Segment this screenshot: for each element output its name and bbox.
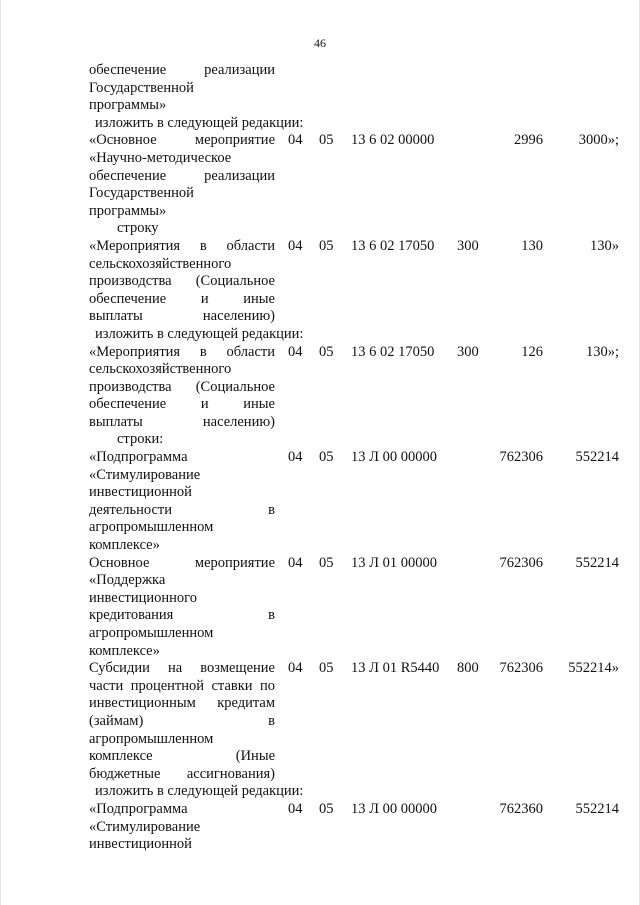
amount-year-2: 130» — [590, 237, 619, 254]
subsection-code: 05 — [319, 132, 334, 149]
amount-year-2: 3000»; — [578, 132, 619, 149]
row-description: «Мероприятия в области сельскохозяйственного производства (Социальное обеспечение и иные выплаты населению) — [89, 237, 275, 325]
table-row — [89, 449, 619, 555]
amendment-instruction: строки: — [117, 431, 164, 448]
table-row — [89, 660, 619, 783]
amount-year-1: 762306 — [499, 449, 543, 466]
amount-year-2: 552214» — [568, 660, 619, 677]
section-code: 04 — [288, 132, 303, 149]
row-description: «Подпрограмма «Стимулирование инвестиционной — [89, 800, 201, 853]
section-code: 04 — [288, 554, 303, 571]
subsection-code: 05 — [319, 343, 334, 360]
table-row — [89, 555, 619, 661]
table-row — [89, 344, 619, 432]
amount-year-2: 552214 — [575, 800, 619, 817]
amendment-instruction: изложить в следующей редакции: — [95, 325, 304, 342]
target-article-code: 13 6 02 17050 — [351, 343, 435, 360]
amount-year-1: 2996 — [514, 132, 543, 149]
target-article-code: 13 Л 01 00000 — [351, 554, 437, 571]
subsection-code: 05 — [319, 237, 334, 254]
amendment-instruction: изложить в следующей редакции: — [95, 783, 304, 800]
amount-year-2: 552214 — [575, 449, 619, 466]
table-row — [89, 132, 619, 220]
section-code: 04 — [288, 449, 303, 466]
target-article-code: 13 Л 00 00000 — [351, 800, 437, 817]
expense-type-code: 800 — [457, 660, 479, 677]
target-article-code: 13 Л 00 00000 — [351, 449, 437, 466]
amount-year-2: 552214 — [575, 554, 619, 571]
subsection-code: 05 — [319, 554, 334, 571]
amount-year-1: 130 — [521, 237, 543, 254]
row-description: обеспечение реализации Государственной программы» — [89, 62, 275, 114]
target-article-code: 13 Л 01 R5440 — [351, 660, 440, 677]
row-description: Основное мероприятие «Поддержка инвестиционного кредитования в агропромышленном комплексе» — [89, 554, 275, 659]
row-description: «Подпрограмма «Стимулирование инвестиционной деятельности в агропромышленном комплексе» — [89, 449, 275, 554]
amount-year-1: 762360 — [499, 800, 543, 817]
section-code: 04 — [288, 660, 303, 677]
table-row — [89, 62, 619, 115]
target-article-code: 13 6 02 00000 — [351, 132, 435, 149]
amount-year-1: 126 — [521, 343, 543, 360]
amendment-instruction: изложить в следующей редакции: — [95, 114, 304, 131]
target-article-code: 13 6 02 17050 — [351, 237, 435, 254]
table-row — [89, 801, 619, 854]
row-description: «Основное мероприятие «Научно-методическое обеспечение реализации Государственной программы» — [89, 132, 275, 219]
section-code: 04 — [288, 343, 303, 360]
left-edge-line — [0, 0, 1, 905]
subsection-code: 05 — [319, 449, 334, 466]
amount-year-2: 130»; — [585, 343, 619, 360]
expense-type-code: 300 — [457, 237, 479, 254]
section-code: 04 — [288, 800, 303, 817]
subsection-code: 05 — [319, 800, 334, 817]
table-row — [89, 238, 619, 326]
amendment-instruction: строку — [117, 220, 159, 237]
page-number: 46 — [314, 36, 326, 50]
expense-type-code: 300 — [457, 343, 479, 360]
row-description: Субсидии на возмещение части процентной ставки по инвестиционным кредитам (займам) в агропромышленном комплексе (Иные бюджетные ассигнования) — [89, 660, 275, 782]
amount-year-1: 762306 — [499, 660, 543, 677]
subsection-code: 05 — [319, 660, 334, 677]
row-description: «Мероприятия в области сельскохозяйственного производства (Социальное обеспечение и иные выплаты населению) — [89, 343, 275, 430]
budget-amendment-table — [89, 62, 619, 854]
section-code: 04 — [288, 237, 303, 254]
amount-year-1: 762306 — [499, 554, 543, 571]
